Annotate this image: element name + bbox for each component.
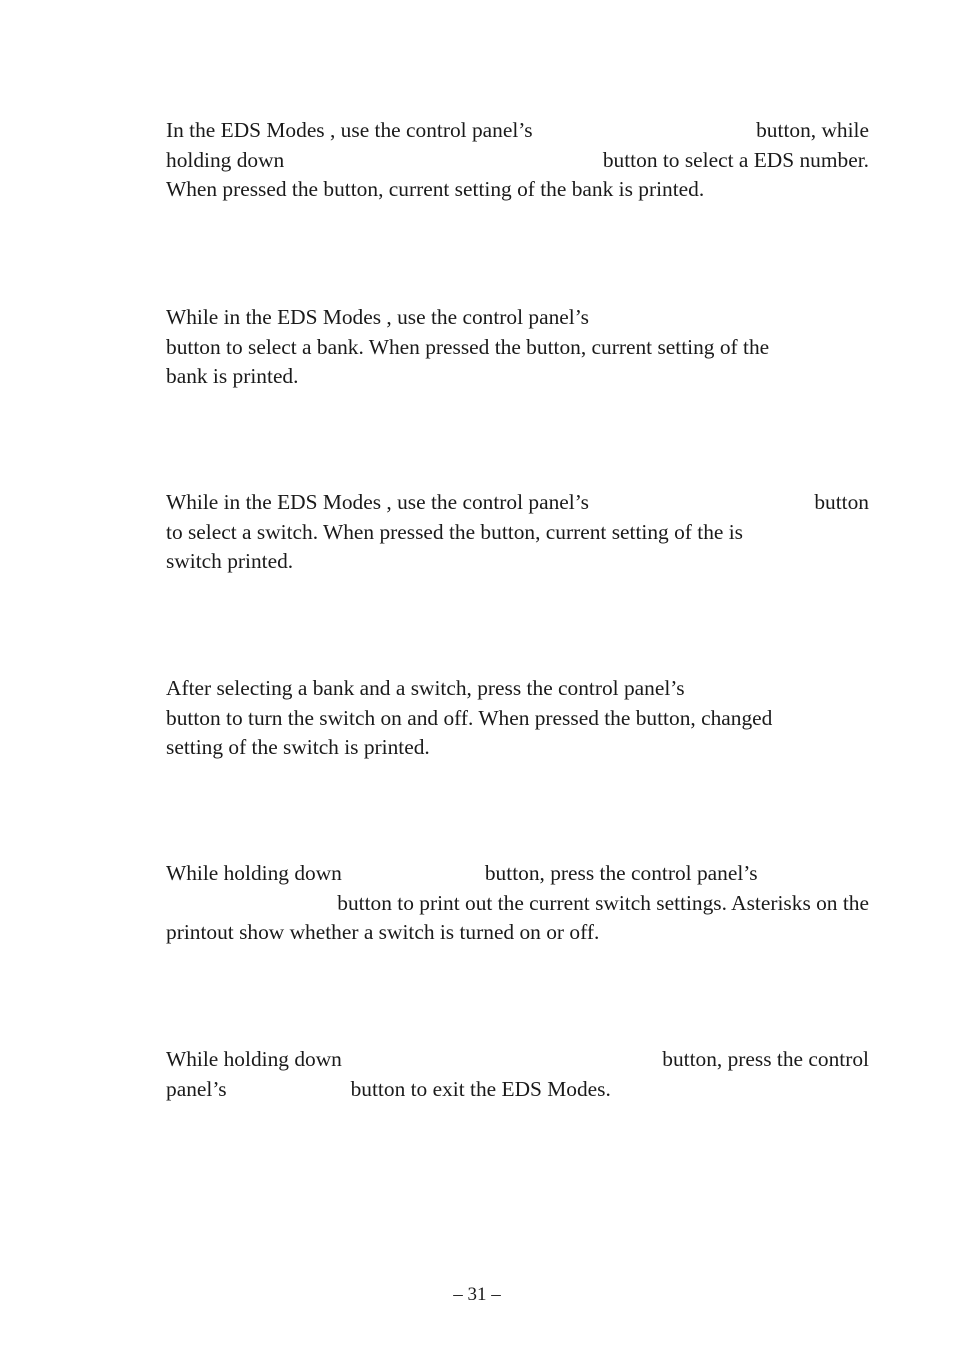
text-line xyxy=(166,116,869,146)
paragraph-exit-eds xyxy=(166,1045,869,1104)
text-line xyxy=(166,674,869,704)
text-segment: button, press the control xyxy=(662,1047,869,1071)
text-segment: printout show whether a switch is turned on or off. xyxy=(166,920,600,944)
text-line xyxy=(166,889,869,919)
text-line xyxy=(166,1045,869,1075)
text-segment: holding down xyxy=(166,147,285,172)
text-segment: button to select a EDS number. xyxy=(602,147,869,172)
text-line xyxy=(166,303,869,333)
text-line xyxy=(166,146,869,176)
text-line xyxy=(166,518,869,548)
text-line xyxy=(166,333,869,363)
text-line xyxy=(166,362,869,392)
paragraph-select-eds-number xyxy=(166,116,869,205)
page-number: – 31 – xyxy=(453,1284,501,1305)
paragraph-toggle-switch xyxy=(166,674,869,763)
text-segment: While in the EDS Modes , use the control panel’s xyxy=(166,490,589,514)
text-segment: bank is printed. xyxy=(166,364,299,388)
text-segment: While in the EDS Modes , use the control panel’s xyxy=(166,305,589,329)
text-segment: button to turn the switch on and off. When pressed the button, changed xyxy=(166,705,773,730)
text-segment: While holding down xyxy=(166,861,342,885)
text-segment: setting of the switch is printed. xyxy=(166,735,430,759)
text-line xyxy=(166,1075,869,1105)
text-line xyxy=(166,733,869,763)
text-segment: button to select a bank. When pressed the button, current setting of the xyxy=(166,334,770,359)
paragraph-print-settings xyxy=(166,859,869,948)
text-line xyxy=(166,175,869,205)
text-segment: button xyxy=(814,490,869,514)
text-segment: panel’s xyxy=(166,1076,227,1101)
text-segment: While holding down xyxy=(166,1047,342,1071)
text-segment: button, press the control panel’s xyxy=(484,861,758,885)
text-segment: After selecting a bank and a switch, press the control panel’s xyxy=(166,676,685,700)
text-segment: When pressed the button, current setting of the bank is printed. xyxy=(166,177,705,201)
text-line xyxy=(166,918,869,948)
paragraph-select-bank xyxy=(166,303,869,392)
text-line xyxy=(166,547,869,577)
text-line xyxy=(166,488,869,518)
text-line xyxy=(166,859,869,889)
text-segment: button to exit the EDS Modes. xyxy=(350,1076,611,1101)
text-segment: In the EDS Modes , use the control panel’s xyxy=(166,118,533,142)
text-segment: button to print out the current switch settings. Asterisks on the xyxy=(337,890,869,915)
text-line xyxy=(166,704,869,734)
text-segment: switch printed. xyxy=(166,549,294,573)
paragraph-select-switch xyxy=(166,488,869,577)
text-segment: button, while xyxy=(756,118,869,142)
text-segment: to select a switch. When pressed the button, current setting of the is xyxy=(166,519,744,544)
